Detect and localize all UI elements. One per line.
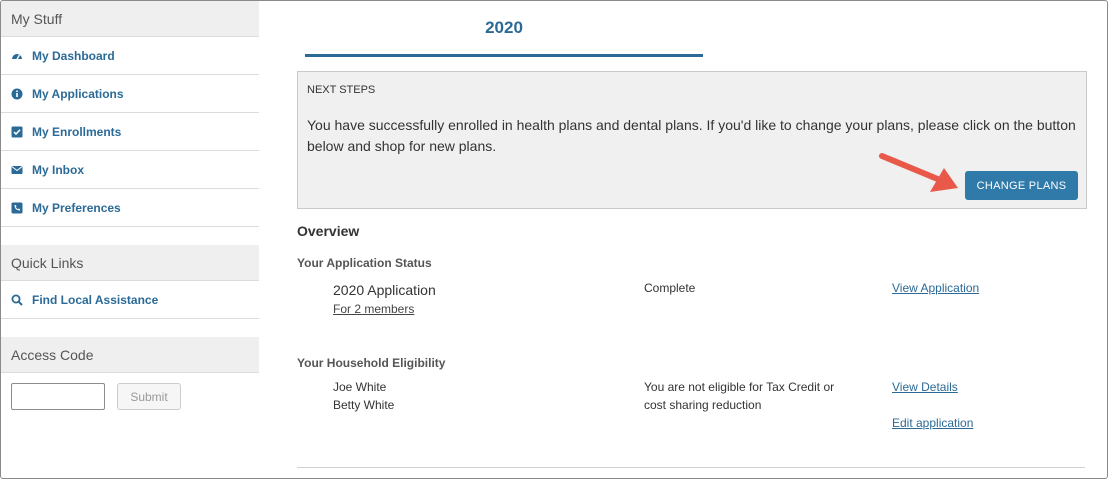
sidebar-item-enrollments[interactable] <box>1 113 259 151</box>
sidebar-item-dashboard[interactable] <box>1 37 259 75</box>
sidebar-gap <box>1 227 259 245</box>
sidebar-item-label: My Enrollments <box>32 124 122 139</box>
sidebar-item-inbox[interactable] <box>1 151 259 189</box>
application-name: 2020 Application <box>333 282 436 298</box>
info-icon <box>11 88 23 100</box>
household-member: Betty White <box>333 398 395 412</box>
tab-year[interactable]: 2020 <box>305 1 703 57</box>
red-arrow-icon <box>878 152 966 196</box>
access-code-input[interactable] <box>11 383 105 410</box>
my-stuff-heading: My Stuff <box>1 1 259 37</box>
phone-icon <box>11 202 23 214</box>
sidebar-item-label: My Dashboard <box>32 48 115 63</box>
next-steps-panel <box>297 71 1087 209</box>
view-application-link[interactable]: View Application <box>892 281 980 295</box>
envelope-icon <box>11 164 23 176</box>
view-details-link[interactable]: View Details <box>892 380 958 394</box>
next-steps-message: You have successfully enrolled in health plans and dental plans. If you'd like to change your plans, please click on the button below and shop for new plans. <box>307 117 1076 154</box>
members-link[interactable]: For 2 members <box>333 302 415 316</box>
eligibility-text-line2: cost sharing reduction <box>644 398 762 412</box>
sidebar-item-label: My Applications <box>32 86 124 101</box>
quick-links-heading: Quick Links <box>1 245 259 281</box>
dashboard-icon <box>11 50 23 62</box>
overview-title: Overview <box>297 223 360 239</box>
sidebar <box>1 1 259 479</box>
sidebar-item-find-local-assistance[interactable] <box>1 281 259 319</box>
submit-button[interactable]: Submit <box>117 383 181 410</box>
household-member: Joe White <box>333 380 387 394</box>
sidebar-item-preferences[interactable] <box>1 189 259 227</box>
household-eligibility-heading: Your Household Eligibility <box>297 356 446 370</box>
checkbox-icon <box>11 126 23 138</box>
change-plans-button[interactable]: CHANGE PLANS <box>965 171 1078 200</box>
sidebar-item-applications[interactable] <box>1 75 259 113</box>
sidebar-gap <box>1 319 259 337</box>
divider <box>297 467 1085 468</box>
next-steps-title: NEXT STEPS <box>307 84 376 96</box>
edit-application-link[interactable]: Edit application <box>892 416 974 430</box>
sidebar-item-label: My Inbox <box>32 162 85 177</box>
eligibility-text-line1: You are not eligible for Tax Credit or <box>644 380 835 394</box>
application-status-heading: Your Application Status <box>297 256 432 270</box>
sidebar-item-label: Find Local Assistance <box>32 292 159 307</box>
access-code-row <box>1 373 259 420</box>
sidebar-item-label: My Preferences <box>32 200 121 215</box>
search-icon <box>11 294 23 306</box>
access-code-heading: Access Code <box>1 337 259 373</box>
application-status-value: Complete <box>644 281 696 295</box>
